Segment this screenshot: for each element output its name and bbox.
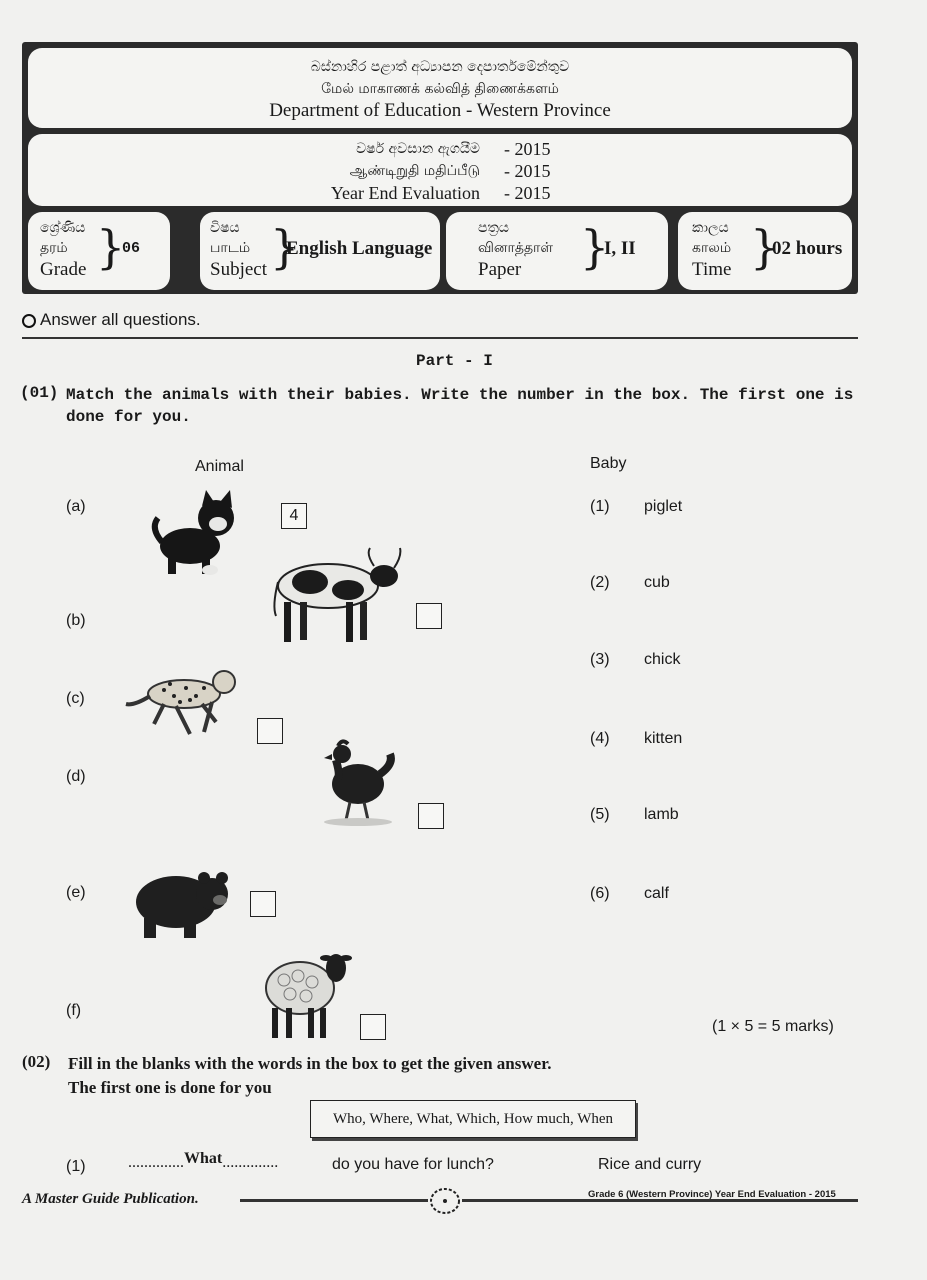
kitten-cat-icon	[150, 488, 246, 578]
department-panel	[28, 48, 852, 128]
answer-box-f[interactable]	[360, 1014, 386, 1040]
eval-year-2: - 2015	[504, 161, 551, 181]
answer-box-b[interactable]	[416, 603, 442, 629]
paper-value: I, II	[604, 238, 636, 259]
evaluation-panel	[28, 134, 852, 206]
animal-letter-c: (c)	[66, 690, 85, 707]
q2-item1-answer: What	[184, 1150, 223, 1167]
dots-after: ..............	[222, 1154, 279, 1171]
baby-num-5: (5)	[590, 806, 610, 823]
animal-letter-a: (a)	[66, 498, 86, 515]
q1-text	[66, 384, 856, 428]
q2-text-line2: The first one is done for you	[68, 1078, 272, 1097]
subject-en: Subject	[210, 259, 267, 280]
column-baby: Baby	[590, 455, 627, 472]
cow-icon	[270, 546, 410, 646]
q2-text	[68, 1052, 848, 1100]
animal-letter-d: (d)	[66, 768, 86, 785]
eval-sinhala: වර්ෂ අවසාන ඇගයීම	[356, 141, 480, 157]
brace-icon: }	[96, 220, 126, 274]
q2-item1-reply: Rice and curry	[598, 1156, 702, 1173]
baby-word-4: kitten	[644, 730, 683, 747]
eval-english: Year End Evaluation	[330, 183, 480, 203]
instruction-text: Answer all questions.	[40, 310, 201, 329]
footer-publisher: A Master Guide Publication.	[22, 1191, 199, 1207]
cheetah-icon	[124, 662, 248, 742]
subject-panel	[200, 212, 440, 290]
time-en: Time	[692, 259, 732, 280]
time-value: 02 hours	[772, 238, 843, 259]
baby-word-1: piglet	[644, 498, 683, 515]
column-animal: Animal	[195, 458, 244, 475]
baby-num-1: (1)	[590, 498, 610, 515]
divider	[22, 337, 858, 339]
grade-en: Grade	[40, 259, 87, 280]
sheep-icon	[262, 946, 352, 1042]
q1-text-line1: Match the animals with their babies. Write the number in the box. The first one is	[66, 386, 854, 404]
eval-year-1: - 2015	[504, 139, 551, 159]
answer-box-e[interactable]	[250, 891, 276, 917]
baby-num-6: (6)	[590, 885, 610, 902]
brace-icon: }	[750, 220, 780, 274]
time-si: කාලය	[692, 220, 729, 236]
paper-panel	[446, 212, 668, 290]
bullet-circle-icon	[22, 314, 36, 328]
animal-letter-b: (b)	[66, 612, 86, 629]
grade-ta: தரம்	[40, 240, 68, 256]
q1-number: (01)	[20, 384, 59, 402]
dots-before: ..............	[128, 1154, 184, 1171]
footer-right-text: Grade 6 (Western Province) Year End Evaluation - 2015	[588, 1189, 836, 1200]
brace-icon: }	[580, 220, 610, 274]
q1-text-line2: done for you.	[66, 408, 191, 426]
baby-word-5: lamb	[644, 806, 679, 823]
hen-icon	[320, 738, 400, 828]
instruction	[22, 310, 201, 330]
q2-item1-number: (1)	[66, 1158, 86, 1175]
q2-text-line1: Fill in the blanks with the words in the box to get the given answer.	[68, 1054, 552, 1073]
subject-ta: பாடம்	[210, 240, 251, 256]
footer-ornament-icon	[428, 1185, 462, 1217]
eval-year-3: - 2015	[504, 183, 551, 203]
header-frame	[22, 42, 858, 294]
brace-icon: }	[270, 220, 300, 274]
bear-icon	[130, 868, 234, 944]
baby-word-2: cub	[644, 574, 670, 591]
q2-item1-answer-line	[128, 1150, 279, 1172]
eval-tamil: ஆண்டிறுதி மதிப்பீடு	[349, 163, 480, 179]
grade-si: ශ්‍රේණිය	[40, 220, 86, 236]
word-box: Who, Where, What, Which, How much, When	[310, 1100, 636, 1138]
q1-marks: (1 × 5 = 5 marks)	[712, 1018, 834, 1035]
answer-box-c[interactable]	[257, 718, 283, 744]
time-panel	[678, 212, 852, 290]
animal-letter-e: (e)	[66, 884, 86, 901]
baby-num-3: (3)	[590, 651, 610, 668]
answer-box-d[interactable]	[418, 803, 444, 829]
grade-value: 06	[122, 240, 141, 257]
baby-word-3: chick	[644, 651, 681, 668]
dept-tamil: மேல் மாகாணக் கல்வித் திணைக்களம்	[321, 81, 559, 97]
paper-si: පත්‍රය	[478, 220, 509, 236]
q2-item1-question: do you have for lunch?	[332, 1156, 494, 1173]
baby-word-6: calf	[644, 885, 669, 902]
paper-en: Paper	[478, 259, 522, 280]
baby-num-4: (4)	[590, 730, 610, 747]
paper-ta: வினாத்தாள்	[478, 240, 554, 256]
dept-english: Department of Education - Western Province	[269, 100, 611, 121]
subject-value: English Language	[286, 238, 433, 259]
q2-number: (02)	[22, 1052, 51, 1071]
subject-si: විෂය	[210, 220, 240, 236]
footer-rule-left	[240, 1199, 428, 1202]
part-title: Part - I	[416, 352, 493, 370]
dept-sinhala: බස්නාහිර පළාත් අධ්‍යාපන දෙපාර්තමේන්තුව	[310, 59, 570, 75]
answer-box-a[interactable]	[281, 503, 307, 529]
animal-letter-f: (f)	[66, 1002, 82, 1019]
time-ta: காலம்	[692, 240, 732, 256]
grade-panel	[28, 212, 170, 290]
baby-num-2: (2)	[590, 574, 610, 591]
answer-value-a: 4	[289, 507, 299, 524]
